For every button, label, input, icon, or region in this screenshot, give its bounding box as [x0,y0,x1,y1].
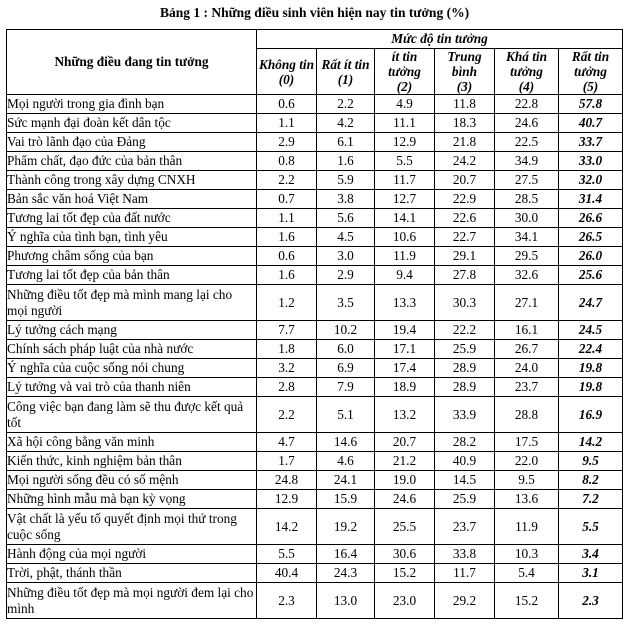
trust-table [6,29,623,619]
column-header [317,49,375,95]
table-cell: 24.6 [495,114,559,133]
table-cell: 2.9 [317,266,375,285]
row-label: Hành động của mọi người [7,545,257,564]
table-row [7,564,623,583]
table-cell: 17.1 [375,340,435,359]
table-cell: 1.2 [257,285,317,321]
table-cell: 20.7 [375,433,435,452]
row-label: Phẩm chất, đạo đức của bản thân [7,152,257,171]
table-cell: 14.6 [317,433,375,452]
table-cell: 34.9 [495,152,559,171]
table-cell: 2.2 [317,95,375,114]
table-row [7,247,623,266]
table-cell: 26.5 [559,228,623,247]
row-label: Thành công trong xây dựng CNXH [7,171,257,190]
table-cell: 24.8 [257,471,317,490]
table-cell: 14.2 [257,509,317,545]
table-cell: 25.9 [435,340,495,359]
table-cell: 20.7 [435,171,495,190]
table-cell: 32.0 [559,171,623,190]
table-cell: 7.9 [317,378,375,397]
row-label: Xã hội công bằng văn minh [7,433,257,452]
table-cell: 6.1 [317,133,375,152]
table-cell: 1.1 [257,114,317,133]
table-cell: 15.2 [495,583,559,619]
table-cell: 4.6 [317,452,375,471]
table-cell: 57.8 [559,95,623,114]
table-row [7,583,623,619]
row-label: Những điều tốt đẹp mà mọi người đem lại cho mình [7,583,257,619]
table-cell: 24.5 [559,321,623,340]
table-cell: 4.9 [375,95,435,114]
table-cell: 19.2 [317,509,375,545]
column-header-code: (1) [337,71,354,87]
table-cell: 14.2 [559,433,623,452]
table-cell: 33.8 [435,545,495,564]
table-row [7,228,623,247]
table-cell: 34.1 [495,228,559,247]
row-label: Trời, phật, thánh thần [7,564,257,583]
table-row [7,397,623,433]
table-cell: 22.9 [435,190,495,209]
table-cell: 26.0 [559,247,623,266]
table-cell: 28.9 [435,378,495,397]
table-cell: 1.6 [317,152,375,171]
table-cell: 13.0 [317,583,375,619]
table-cell: 1.6 [257,228,317,247]
table-cell: 22.4 [559,340,623,359]
table-cell: 25.5 [375,509,435,545]
table-row [7,114,623,133]
column-header-code: (4) [518,79,535,94]
table-cell: 11.7 [375,171,435,190]
table-cell: 18.3 [435,114,495,133]
table-cell: 24.1 [317,471,375,490]
table-cell: 31.4 [559,190,623,209]
table-cell: 13.2 [375,397,435,433]
table-cell: 28.8 [495,397,559,433]
table-cell: 12.9 [257,490,317,509]
column-header-code: (0) [278,71,295,87]
table-cell: 1.7 [257,452,317,471]
table-row [7,95,623,114]
table-cell: 24.7 [559,285,623,321]
table-cell: 13.3 [375,285,435,321]
column-header [257,49,317,95]
table-row [7,266,623,285]
table-cell: 9.5 [559,452,623,471]
table-cell: 8.2 [559,471,623,490]
table-row [7,433,623,452]
column-header-label: Rất ít tin [321,56,370,72]
column-header-code: (3) [456,79,473,94]
row-label: Lý tưởng và vai trò của thanh niên [7,378,257,397]
table-cell: 5.5 [257,545,317,564]
table-cell: 1.1 [257,209,317,228]
row-label: Ý nghĩa của cuộc sống nói chung [7,359,257,378]
table-cell: 22.5 [495,133,559,152]
table-row [7,209,623,228]
table-cell: 3.2 [257,359,317,378]
table-cell: 3.0 [317,247,375,266]
column-header-label: Trung bình [447,49,482,79]
table-cell: 22.7 [435,228,495,247]
row-label: Sức mạnh đại đoàn kết dân tộc [7,114,257,133]
table-body [7,95,623,619]
table-cell: 0.6 [257,247,317,266]
column-header-code: (2) [396,79,413,94]
table-cell: 11.8 [435,95,495,114]
table-cell: 22.2 [435,321,495,340]
table-title: Bảng 1 : Những điều sinh viên hiện nay tin tưởng (%) [159,5,470,20]
table-cell: 24.0 [495,359,559,378]
table-cell: 11.7 [435,564,495,583]
table-row [7,133,623,152]
table-cell: 16.1 [495,321,559,340]
table-cell: 25.6 [559,266,623,285]
row-label-header: Những điều đang tin tưởng [7,30,257,95]
table-cell: 40.4 [257,564,317,583]
table-cell: 15.2 [375,564,435,583]
table-row [7,452,623,471]
table-cell: 17.4 [375,359,435,378]
table-cell: 27.1 [495,285,559,321]
column-header [435,49,495,95]
table-cell: 27.5 [495,171,559,190]
table-cell: 4.5 [317,228,375,247]
table-cell: 5.6 [317,209,375,228]
table-cell: 2.3 [257,583,317,619]
table-cell: 13.6 [495,490,559,509]
table-cell: 1.6 [257,266,317,285]
column-header [559,49,623,95]
table-cell: 16.9 [559,397,623,433]
table-cell: 10.6 [375,228,435,247]
table-cell: 30.3 [435,285,495,321]
table-cell: 11.9 [495,509,559,545]
table-cell: 29.5 [495,247,559,266]
table-cell: 24.2 [435,152,495,171]
table-cell: 24.3 [317,564,375,583]
table-cell: 4.7 [257,433,317,452]
table-cell: 19.0 [375,471,435,490]
table-cell: 7.7 [257,321,317,340]
table-cell: 22.8 [495,95,559,114]
table-cell: 2.2 [257,171,317,190]
table-cell: 0.8 [257,152,317,171]
table-cell: 2.9 [257,133,317,152]
table-cell: 5.5 [559,509,623,545]
table-cell: 6.9 [317,359,375,378]
column-header-label: ít tin tưởng [388,49,421,79]
column-header-label: Khá tin tưởng [505,49,548,79]
table-cell: 10.3 [495,545,559,564]
table-cell: 26.7 [495,340,559,359]
row-label: Bản sắc văn hoá Việt Nam [7,190,257,209]
table-row [7,340,623,359]
table-cell: 11.9 [375,247,435,266]
table-row [7,378,623,397]
table-cell: 23.7 [435,509,495,545]
row-label: Chính sách pháp luật của nhà nước [7,340,257,359]
table-row [7,545,623,564]
table-cell: 3.4 [559,545,623,564]
row-label: Mọi người sống đều có số mệnh [7,471,257,490]
table-cell: 5.9 [317,171,375,190]
table-cell: 40.9 [435,452,495,471]
table-cell: 30.6 [375,545,435,564]
row-label: Kiến thức, kinh nghiệm bản thân [7,452,257,471]
table-cell: 3.8 [317,190,375,209]
table-row [7,152,623,171]
row-label: Tương lai tốt đẹp của đất nước [7,209,257,228]
table-cell: 25.9 [435,490,495,509]
table-cell: 9.5 [495,471,559,490]
row-label: Ý nghĩa của tình bạn, tình yêu [7,228,257,247]
table-cell: 7.2 [559,490,623,509]
table-cell: 15.9 [317,490,375,509]
table-cell: 28.9 [435,359,495,378]
table-cell: 26.6 [559,209,623,228]
table-row [7,171,623,190]
row-label: Vật chất là yếu tố quyết định mọi thứ trong cuộc sống [7,509,257,545]
table-cell: 33.9 [435,397,495,433]
table-row [7,490,623,509]
table-row [7,321,623,340]
row-label: Tương lai tốt đẹp của bản thân [7,266,257,285]
table-cell: 28.2 [435,433,495,452]
table-cell: 5.1 [317,397,375,433]
table-cell: 0.6 [257,95,317,114]
table-cell: 19.8 [559,359,623,378]
table-cell: 0.7 [257,190,317,209]
row-label: Phương châm sống của bạn [7,247,257,266]
table-cell: 28.5 [495,190,559,209]
table-cell: 30.0 [495,209,559,228]
column-header [375,49,435,95]
table-cell: 2.8 [257,378,317,397]
table-cell: 21.2 [375,452,435,471]
table-cell: 12.7 [375,190,435,209]
row-label: Những hình mẫu mà bạn kỳ vọng [7,490,257,509]
row-label: Vai trò lãnh đạo của Đảng [7,133,257,152]
table-cell: 5.4 [495,564,559,583]
table-cell: 29.2 [435,583,495,619]
table-cell: 4.2 [317,114,375,133]
table-cell: 19.4 [375,321,435,340]
table-cell: 33.7 [559,133,623,152]
table-cell: 14.5 [435,471,495,490]
table-cell: 1.8 [257,340,317,359]
table-cell: 2.2 [257,397,317,433]
table-cell: 22.6 [435,209,495,228]
table-cell: 12.9 [375,133,435,152]
table-cell: 6.0 [317,340,375,359]
table-cell: 9.4 [375,266,435,285]
table-cell: 17.5 [495,433,559,452]
group-header: Mức độ tin tưởng [257,30,623,49]
column-header-code: (5) [582,79,599,94]
table-row [7,190,623,209]
table-row [7,285,623,321]
table-cell: 40.7 [559,114,623,133]
column-header-label: Rất tin tưởng [571,49,610,79]
table-cell: 23.7 [495,378,559,397]
table-cell: 16.4 [317,545,375,564]
table-cell: 3.1 [559,564,623,583]
table-row [7,509,623,545]
table-cell: 29.1 [435,247,495,266]
row-label: Lý tưởng cách mạng [7,321,257,340]
row-label: Những điều tốt đẹp mà mình mang lại cho mọi người [7,285,257,321]
table-cell: 27.8 [435,266,495,285]
column-header-label: Không tin [258,56,315,72]
table-row [7,359,623,378]
table-cell: 2.3 [559,583,623,619]
table-cell: 24.6 [375,490,435,509]
table-cell: 19.8 [559,378,623,397]
row-label: Mọi người trong gia đình bạn [7,95,257,114]
table-cell: 14.1 [375,209,435,228]
table-cell: 5.5 [375,152,435,171]
row-label: Công việc bạn đang làm sẽ thu được kết quả tốt [7,397,257,433]
table-cell: 23.0 [375,583,435,619]
table-cell: 21.8 [435,133,495,152]
table-cell: 10.2 [317,321,375,340]
table-cell: 11.1 [375,114,435,133]
table-cell: 3.5 [317,285,375,321]
table-cell: 32.6 [495,266,559,285]
table-cell: 22.0 [495,452,559,471]
table-row [7,471,623,490]
table-cell: 18.9 [375,378,435,397]
table-cell: 33.0 [559,152,623,171]
column-header [495,49,559,95]
